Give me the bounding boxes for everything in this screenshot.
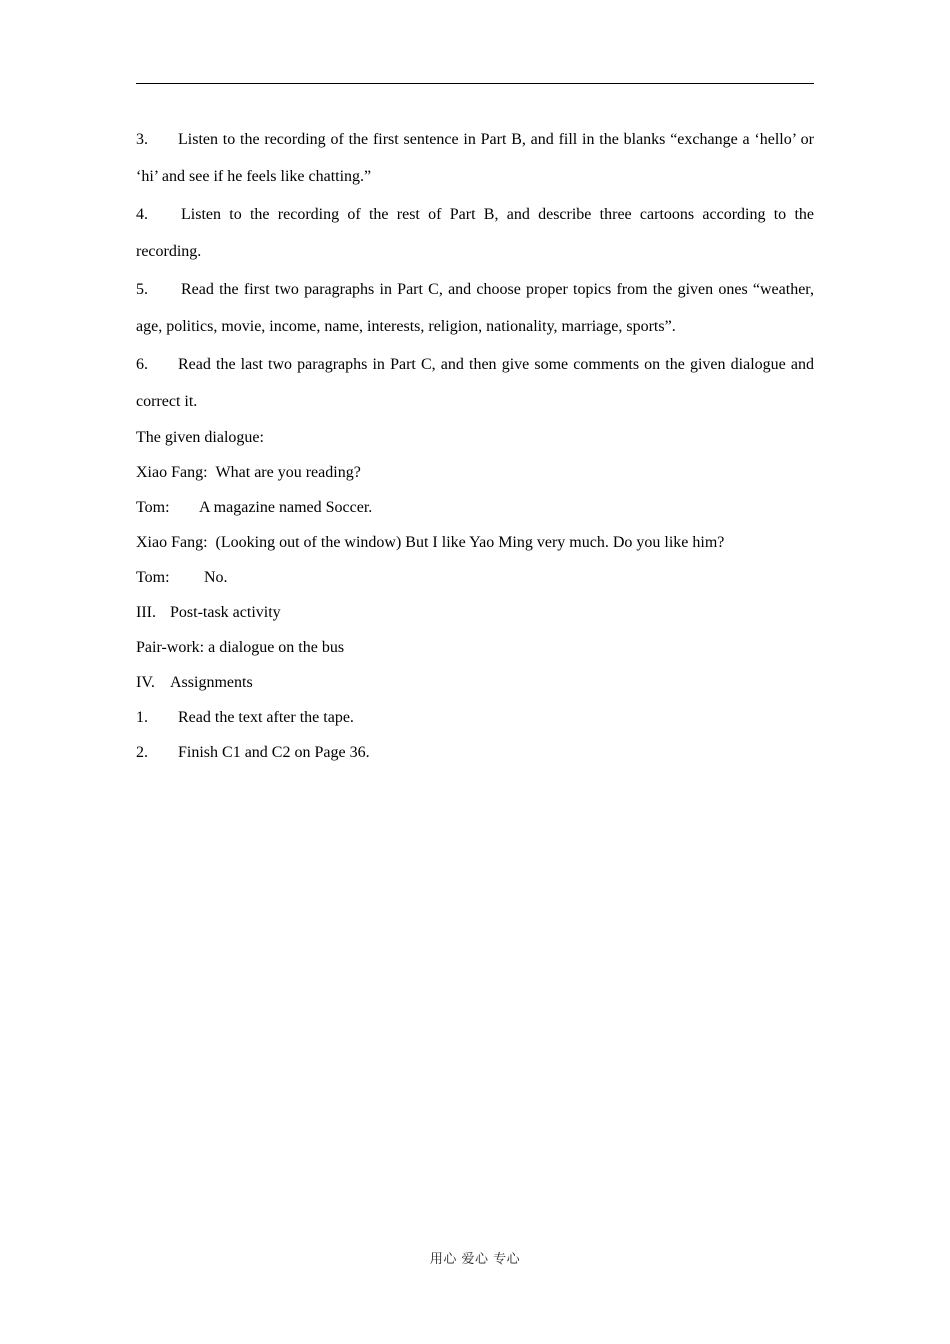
dialogue-text: No. [204, 569, 228, 586]
section-numeral: III. [136, 604, 156, 621]
list-number: 6. [136, 356, 148, 373]
list-text: Finish C1 and C2 on Page 36. [178, 744, 370, 761]
dialogue-text: (Looking out of the window) But I like Yao Ming very much. Do you like him? [215, 534, 725, 551]
list-number: 5. [136, 281, 148, 298]
list-text: Listen to the recording of the rest of Part B, and describe three cartoons according to the recording. [136, 206, 814, 260]
list-item-6 [136, 346, 814, 420]
list-item-5 [136, 271, 814, 345]
list-number: 1. [136, 709, 148, 726]
list-text: Listen to the recording of the first sentence in Part B, and fill in the blanks “exchange a ‘hello’ or ‘hi’ and see if he feels like chatting.” [136, 131, 814, 185]
list-text: Read the last two paragraphs in Part C, and then give some comments on the given dialogue and correct it. [136, 356, 814, 410]
section-numeral: IV. [136, 674, 155, 691]
list-number: 2. [136, 744, 148, 761]
post-task-detail: Pair-work: a dialogue on the bus [136, 639, 345, 656]
assignment-item [136, 736, 814, 770]
list-text: Read the first two paragraphs in Part C, and choose proper topics from the given ones “weather, age, politics, movie, income, name, interests, religion, nationality, marriage, sports”. [136, 281, 814, 335]
dialogue-line [136, 526, 814, 560]
dialogue-speaker: Xiao Fang: [136, 464, 208, 481]
dialogue-line [136, 456, 814, 490]
list-item-3 [136, 121, 814, 195]
section-heading-post-task [136, 596, 814, 630]
header-rule [136, 83, 814, 84]
list-item-4 [136, 196, 814, 270]
dialogue-speaker: Tom: [136, 499, 170, 516]
section-title: Assignments [170, 674, 253, 691]
section-title: Post-task activity [170, 604, 281, 621]
document-page [136, 0, 814, 1344]
list-number: 4. [136, 206, 148, 223]
dialogue-line [136, 561, 814, 595]
dialogue-speaker: Tom: [136, 569, 170, 586]
dialogue-speaker: Xiao Fang: [136, 534, 208, 551]
section-heading-assignments [136, 666, 814, 700]
dialogue-intro: The given dialogue: [136, 429, 264, 446]
list-number: 3. [136, 131, 148, 148]
dialogue-text: A magazine named Soccer. [199, 499, 373, 516]
assignment-item [136, 701, 814, 735]
dialogue-line [136, 491, 814, 525]
dialogue-text: What are you reading? [215, 464, 361, 481]
document-body [136, 121, 814, 771]
list-text: Read the text after the tape. [178, 709, 354, 726]
page-footer: 用心 爱心 专心 [429, 1252, 521, 1267]
